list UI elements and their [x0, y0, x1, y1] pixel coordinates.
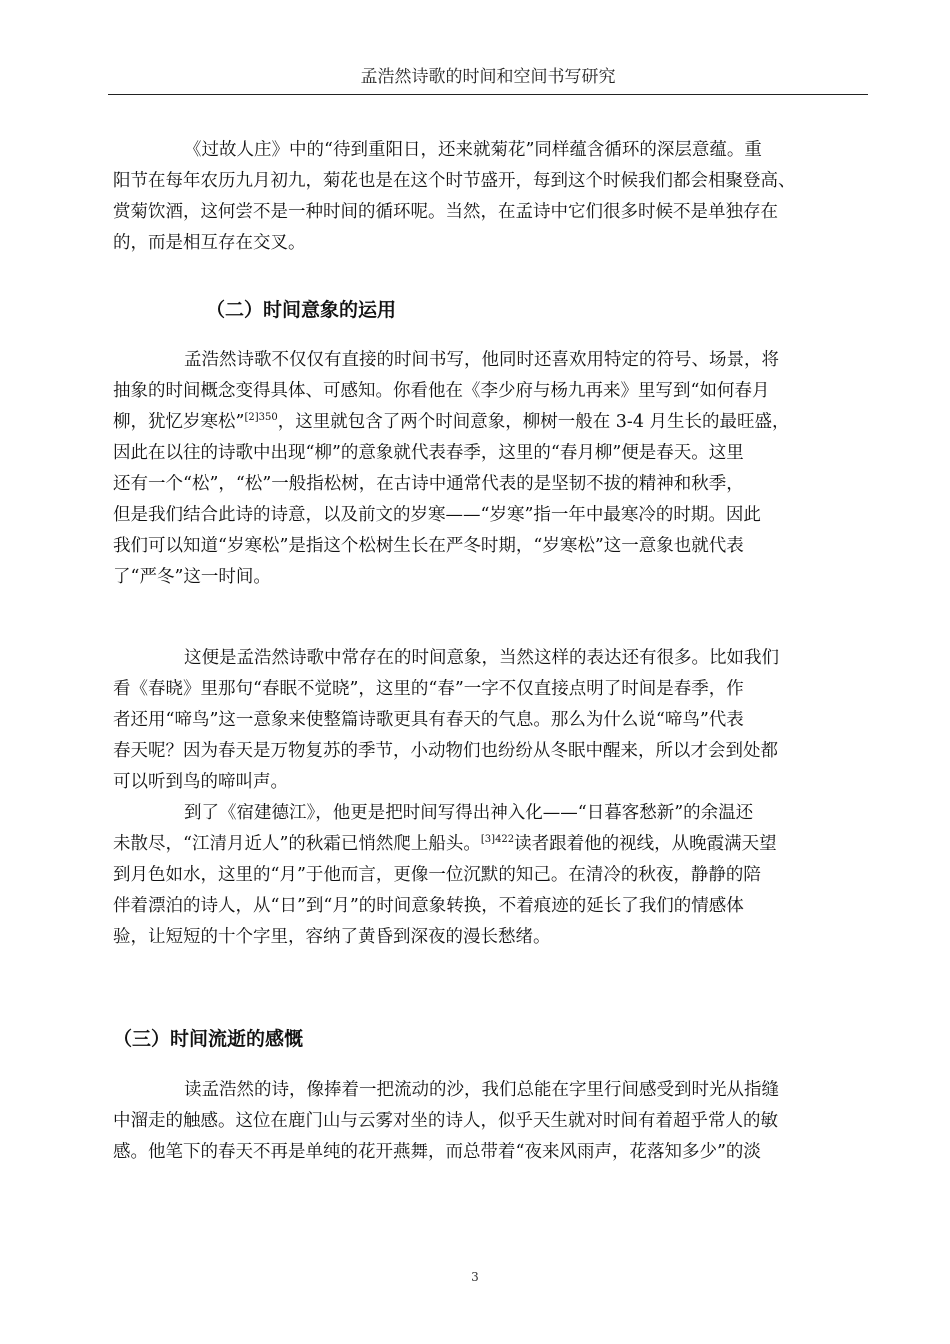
text-line: [113, 829, 865, 860]
paragraph-2: [113, 345, 865, 593]
text-line: 阳节在每年农历九月初九，菊花也是在这个时节盛开，每到这个时候我们都会相聚登高、: [113, 171, 796, 191]
text-line: 抽象的时间概念变得具体、可感知。你看他在《李少府与杨九再来》里写到“如何春月: [113, 381, 770, 401]
text-line: 感。他笔下的春天不再是单纯的花开燕舞，而总带着“夜来风雨声，花落知多少”的淡: [113, 1142, 761, 1162]
text-line: 了“严冬”这一时间。: [113, 567, 271, 587]
section-heading-3: （三）时间流逝的感慨: [113, 1028, 304, 1050]
paragraph-3: [113, 643, 865, 798]
header-rule: [108, 94, 868, 95]
text-line: 因此在以往的诗歌中出现“柳”的意象就代表春季，这里的“春月柳”便是春天。这里: [113, 443, 744, 463]
paragraph-4: [113, 798, 865, 953]
paragraph-1: [113, 135, 865, 259]
text-segment: 未散尽，“江清月近人”的秋霜已悄然爬上船头。: [113, 834, 481, 854]
text-line: 验，让短短的十个字里，容纳了黄昏到深夜的漫长愁绪。: [113, 927, 551, 947]
text-line: 赏菊饮酒，这何尝不是一种时间的循环呢。当然，在孟诗中它们很多时候不是单独存在: [113, 202, 778, 222]
citation-marker[interactable]: [3]422: [480, 834, 515, 845]
text-line: 中溜走的触感。这位在鹿门山与云雾对坐的诗人，似乎天生就对时间有着超乎常人的敏: [113, 1111, 778, 1131]
text-line: 看《春晓》里那句“春眠不觉晓”，这里的“春”一字不仅直接点明了时间是春季，作: [113, 679, 744, 699]
text-line: 还有一个“松”，“松”一般指松树，在古诗中通常代表的是坚韧不拔的精神和秋季，: [113, 474, 744, 494]
text-line: 可以听到鸟的啼叫声。: [113, 772, 288, 792]
text-line: 伴着漂泊的诗人，从“日”到“月”的时间意象转换，不着痕迹的延长了我们的情感体: [113, 896, 744, 916]
text-line: 《过故人庄》中的“待到重阳日，还来就菊花”同样蕴含循环的深层意蕴。重: [184, 140, 762, 160]
page-number: 3: [471, 1270, 479, 1284]
text-line: 孟浩然诗歌不仅仅有直接的时间书写，他同时还喜欢用特定的符号、场景，将: [184, 350, 779, 370]
text-line: 到月色如水，这里的“月”于他而言，更像一位沉默的知己。在清冷的秋夜，静静的陪: [113, 865, 761, 885]
text-line: 我们可以知道“岁寒松”是指这个松树生长在严冬时期，“岁寒松”这一意象也就代表: [113, 536, 744, 556]
text-line: 春天呢？因为春天是万物复苏的季节，小动物们也纷纷从冬眠中醒来，所以才会到处都: [113, 741, 778, 761]
text-line: 者还用“啼鸟”这一意象来使整篇诗歌更具有春天的气息。那么为什么说“啼鸟”代表: [113, 710, 744, 730]
citation-marker[interactable]: [2]350: [244, 412, 278, 423]
section-heading-2: （二）时间意象的运用: [206, 299, 397, 321]
text-line: 的，而是相互存在交叉。: [113, 233, 306, 253]
text-segment: 柳，犹忆岁寒松”: [113, 412, 245, 432]
running-header: 孟浩然诗歌的时间和空间书写研究: [360, 67, 616, 87]
text-line: [113, 407, 865, 438]
text-line: 但是我们结合此诗的诗意，以及前文的岁寒——“岁寒”指一年中最寒冷的时期。因此: [113, 505, 761, 525]
text-segment: ，这里就包含了两个时间意象，柳树一般在 3-4 月生长的最旺盛，: [277, 412, 790, 432]
text-line: 这便是孟浩然诗歌中常存在的时间意象，当然这样的表达还有很多。比如我们: [184, 648, 779, 668]
text-line: 读孟浩然的诗，像捧着一把流动的沙，我们总能在字里行间感受到时光从指缝: [184, 1080, 779, 1100]
text-segment: 读者跟着他的视线，从晚霞满天望: [514, 834, 777, 854]
paragraph-5: [113, 1075, 865, 1168]
text-line: 到了《宿建德江》，他更是把时间写得出神入化——“日暮客愁新”的余温还: [184, 803, 754, 823]
